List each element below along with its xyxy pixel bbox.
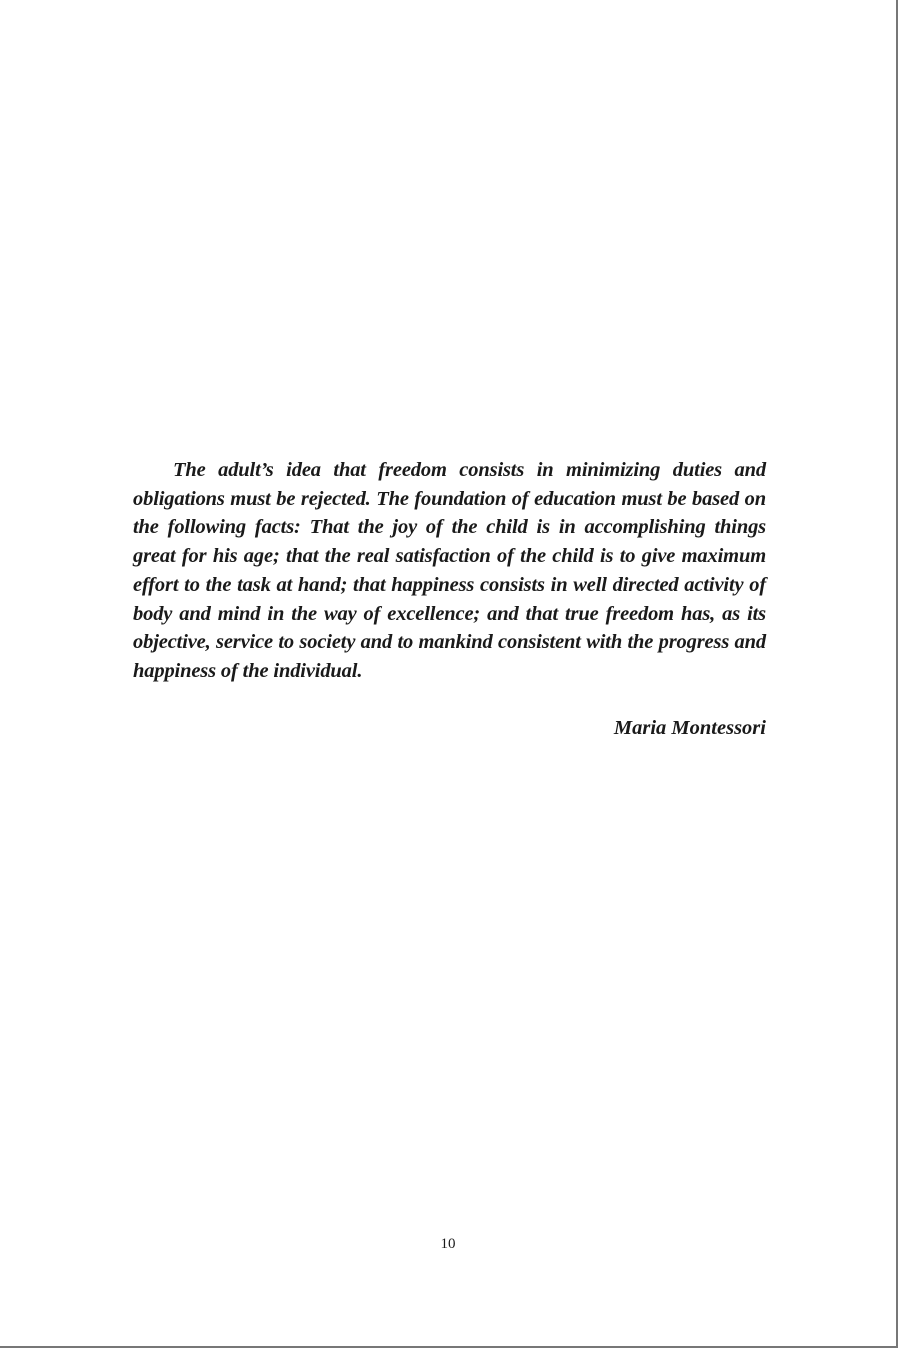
quote-text: The adult’s idea that freedom consists in minimizing duties and obligations must be rejected. The foundation of education must be based on the following facts: That the joy of the child is in accomplishing things great for his age; that the real satisfaction of the child is to give maximum effort to the task at hand; that happiness consists in well directed activity of body and mind in the way of excellence; and that true freedom has, as its objective, service to society and to mankind consistent with the progress and happiness of the individual. [133, 459, 766, 682]
quote-author: Maria Montessori [613, 716, 766, 739]
page-number: 10 [440, 1236, 456, 1252]
epigraph [133, 456, 766, 742]
